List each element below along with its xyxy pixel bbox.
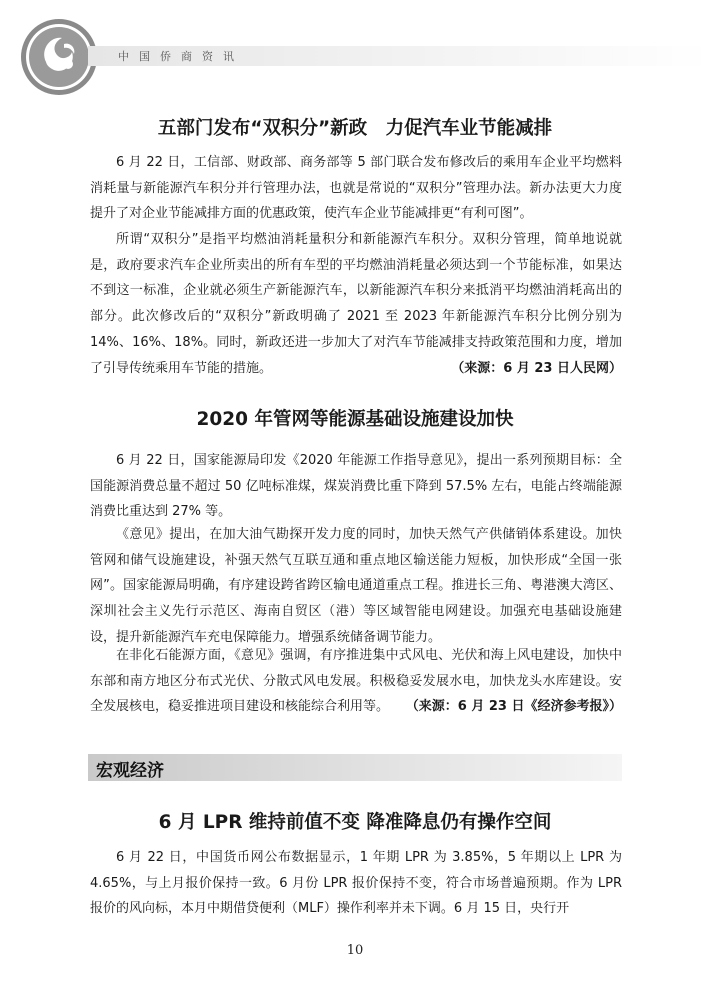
article-source: （来源：6 月 23 日《经济参考报》） (405, 699, 622, 715)
section-header (88, 754, 622, 781)
article-title: 2020 年管网等能源基础设施建设加快 (196, 409, 514, 430)
article-paragraph (90, 643, 622, 720)
article-paragraph: 6 月 22 日，中国货币网公布数据显示，1 年期 LPR 为 3.85%，5 年期以上 LPR 为 4.65%，与上月报价保持一致。6 月份 LPR 报价保持不变，符合市场普遍预期。作为 LPR 报价的风向标，本月中期借贷便利（MLF）操作利率并未下调。6 月 15 日，央行开 (90, 850, 622, 917)
page-number: 10 (346, 943, 364, 958)
publication-title: 中国侨商资讯 (118, 50, 244, 63)
article-paragraph: 6 月 22 日，工信部、财政部、商务部等 5 部门联合发布修改后的乘用车企业平均燃料消耗量与新能源汽车积分并行管理办法，也就是常说的“双积分”管理办法。新办法更大力度提升了对企业节能减排方面的优惠政策，使汽车企业节能减排更“有利可图”。 (90, 155, 622, 222)
article-paragraph (90, 227, 622, 381)
article-title: 6 月 LPR 维持前值不变 降准降息仍有操作空间 (158, 812, 552, 833)
article-paragraph: 6 月 22 日，国家能源局印发《2020 年能源工作指导意见》，提出一系列预期目标：全国能源消费总量不超过 50 亿吨标准煤，煤炭消费比重下降到 57.5% 左右，电能占终端能源消费比重达到 27% 等。 (90, 453, 622, 520)
article-paragraph-text: 所谓“双积分”是指平均燃油消耗量积分和新能源汽车积分。双积分管理，简单地说就是，政府要求汽车企业所卖出的所有车型的平均燃油消耗量必须达到一个节能标准，如果达不到这一标准，企业就必须生产新能源汽车，以新能源汽车积分来抵消平均燃油消耗高出的部分。此次修改后的“双积分”新政明确了 2021 至 2023 年新能源汽车积分比例分别为 14%、16%、18%。同时，新政还进一步加大了对汽车节能减排支持政策范围和力度，增加了引导传统乘用车节能的措施。 (90, 232, 622, 376)
article-source: （来源：6 月 23 日人民网） (451, 360, 622, 376)
section-label: 宏观经济 (96, 761, 164, 781)
article-paragraph-text: 在非化石能源方面，《意见》强调，有序推进集中式风电、光伏和海上风电建设，加快中东部和南方地区分布式光伏、分散式风电发展。积极稳妥发展水电，加快龙头水库建设。安全发展核电，稳妥推进项目建设和核能综合利用等。 (90, 648, 622, 715)
article-paragraph: 《意见》提出，在加大油气勘探开发力度的同时，加快天然气产供储销体系建设。加快管网和储气设施建设，补强天然气互联互通和重点地区输送能力短板，加快形成“全国一张网”。国家能源局明确，有序建设跨省跨区输电通道重点工程。推进长三角、粤港澳大湾区、深圳社会主义先行示范区、海南自贸区（港）等区域智能电网建设。加强充电基础设施建设，提升新能源汽车充电保障能力。增强系统储备调节能力。 (90, 527, 622, 645)
article-title: 五部门发布“双积分”新政 力促汽车业节能减排 (157, 118, 553, 139)
